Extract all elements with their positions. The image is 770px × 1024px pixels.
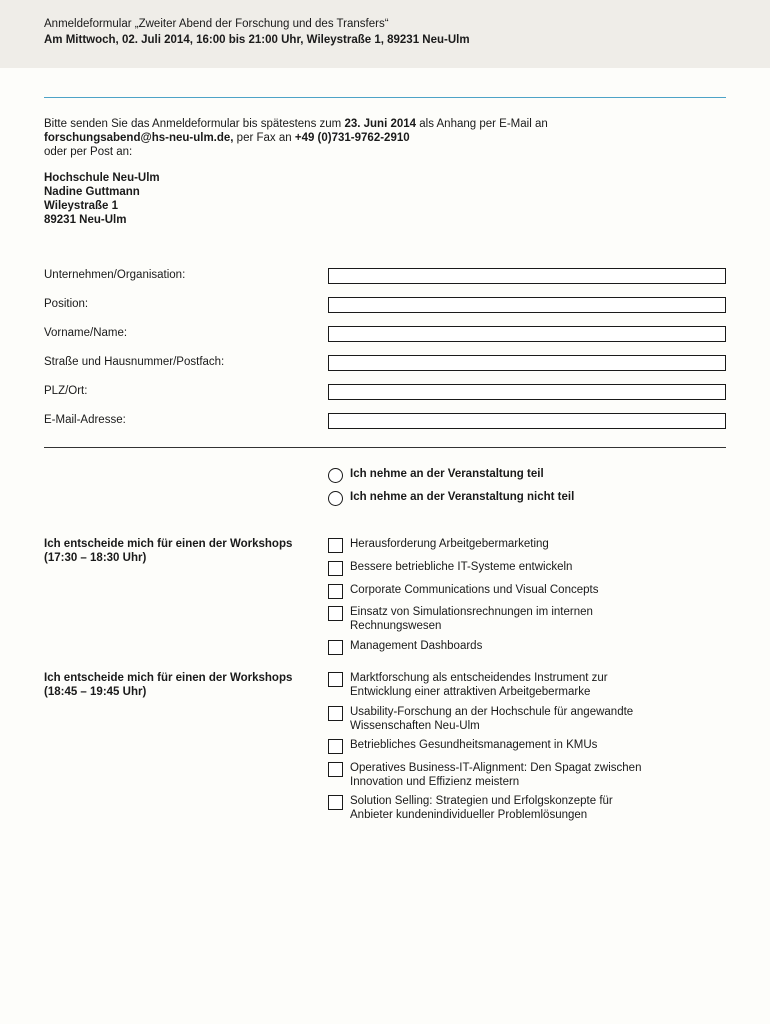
- postal-address: [44, 171, 160, 227]
- name-field[interactable]: [328, 326, 726, 342]
- address-line: 89231 Neu-Ulm: [44, 214, 127, 226]
- position-field[interactable]: [328, 297, 726, 313]
- workshop1-option-checkbox[interactable]: [328, 640, 343, 655]
- workshop1-option-checkbox[interactable]: [328, 584, 343, 599]
- option-text: Bessere betriebliche IT-Systeme entwickeln: [350, 561, 573, 573]
- workshop2-option-checkbox[interactable]: [328, 672, 343, 687]
- name-label: Vorname/Name:: [44, 327, 128, 339]
- option-text: Wissenschaften Neu-Ulm: [350, 720, 480, 732]
- attend-yes-label: Ich nehme an der Veranstaltung teil: [350, 468, 544, 480]
- workshop2-option-label: [350, 671, 680, 699]
- workshop2-option-label: [350, 761, 680, 789]
- street-label: Straße und Hausnummer/Postfach:: [44, 356, 225, 368]
- workshop1-option-checkbox[interactable]: [328, 606, 343, 621]
- workshop2-option-checkbox[interactable]: [328, 762, 343, 777]
- workshop2-option-checkbox[interactable]: [328, 739, 343, 754]
- workshop2-option-label: [350, 705, 680, 733]
- company-field[interactable]: [328, 268, 726, 284]
- workshop1-option-label: [350, 583, 680, 597]
- option-text: Usability-Forschung an der Hochschule für angewandte: [350, 706, 634, 718]
- instructions-text-b: als Anhang per E-Mail an: [416, 118, 548, 130]
- workshop1-option-checkbox[interactable]: [328, 561, 343, 576]
- workshop1-option-checkbox[interactable]: [328, 538, 343, 553]
- address-line: Nadine Guttmann: [44, 186, 140, 198]
- workshop2-option-checkbox[interactable]: [328, 706, 343, 721]
- option-text: Betriebliches Gesundheitsmanagement in KMUs: [350, 739, 598, 751]
- fax-number: +49 (0)731-9762-2910: [294, 132, 410, 144]
- email-label: E-Mail-Adresse:: [44, 414, 126, 426]
- email-field[interactable]: [328, 413, 726, 429]
- form-title: Anmeldeformular „Zweiter Abend der Forschung und des Transfers“: [44, 18, 389, 30]
- zip-city-label: PLZ/Ort:: [44, 385, 88, 397]
- divider-form: [44, 447, 726, 448]
- option-text: Management Dashboards: [350, 640, 483, 652]
- workshops2-heading: [44, 671, 292, 699]
- divider-top: [44, 97, 726, 98]
- workshop2-option-checkbox[interactable]: [328, 795, 343, 810]
- zip-city-field[interactable]: [328, 384, 726, 400]
- position-label: Position:: [44, 298, 89, 310]
- company-label: Unternehmen/Organisation:: [44, 269, 186, 281]
- deadline: 23. Juni 2014: [344, 118, 417, 130]
- option-text: Solution Selling: Strategien und Erfolgskonzepte für: [350, 795, 613, 807]
- instructions-text-c: per Fax an: [233, 132, 295, 144]
- page-header: [0, 0, 770, 68]
- attend-yes-radio[interactable]: [328, 468, 343, 483]
- workshop1-option-label: [350, 639, 680, 653]
- attend-no-label: Ich nehme an der Veranstaltung nicht teil: [350, 491, 575, 503]
- workshop2-option-label: [350, 738, 680, 752]
- workshops2-time: (18:45 – 19:45 Uhr): [44, 686, 147, 698]
- option-text: Anbieter kundenindividueller Problemlösungen: [350, 809, 588, 821]
- instructions-text-d: oder per Post an:: [44, 146, 133, 158]
- option-text: Rechnungswesen: [350, 620, 442, 632]
- attend-no-radio[interactable]: [328, 491, 343, 506]
- instructions: [44, 117, 734, 159]
- contact-email: forschungsabend@hs-neu-ulm.de,: [44, 132, 234, 144]
- workshops1-title: Ich entscheide mich für einen der Workshops: [44, 538, 293, 550]
- address-line: Hochschule Neu-Ulm: [44, 172, 160, 184]
- instructions-text-a: Bitte senden Sie das Anmeldeformular bis spätestens zum: [44, 118, 345, 130]
- event-details: Am Mittwoch, 02. Juli 2014, 16:00 bis 21:00 Uhr, Wileystraße 1, 89231 Neu-Ulm: [44, 34, 470, 46]
- option-text: Corporate Communications und Visual Concepts: [350, 584, 599, 596]
- workshops1-heading: [44, 537, 292, 565]
- option-text: Marktforschung als entscheidendes Instrument zur: [350, 672, 608, 684]
- workshop1-option-label: [350, 605, 680, 633]
- option-text: Einsatz von Simulationsrechnungen im internen: [350, 606, 593, 618]
- workshop2-option-label: [350, 794, 680, 822]
- workshops1-time: (17:30 – 18:30 Uhr): [44, 552, 147, 564]
- workshops2-title: Ich entscheide mich für einen der Workshops: [44, 672, 293, 684]
- workshop1-option-label: [350, 560, 680, 574]
- option-text: Operatives Business-IT-Alignment: Den Spagat zwischen: [350, 762, 642, 774]
- address-line: Wileystraße 1: [44, 200, 119, 212]
- option-text: Innovation und Effizienz meistern: [350, 776, 520, 788]
- workshop1-option-label: [350, 537, 680, 551]
- option-text: Herausforderung Arbeitgebermarketing: [350, 538, 549, 550]
- street-field[interactable]: [328, 355, 726, 371]
- option-text: Entwicklung einer attraktiven Arbeitgebermarke: [350, 686, 591, 698]
